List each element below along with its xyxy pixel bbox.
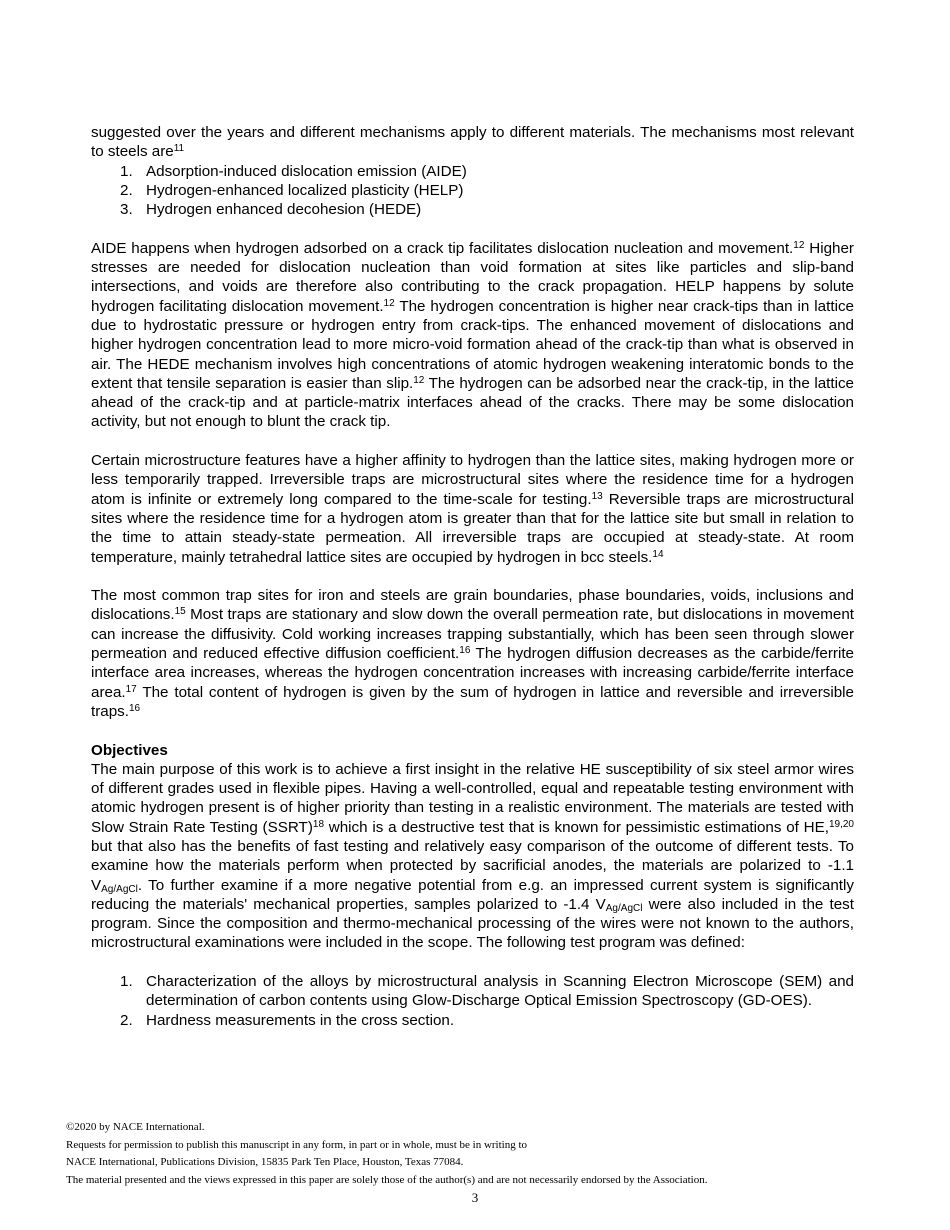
disclaimer-line: The material presented and the views expressed in this paper are solely those of the author(s) and are not necessarily endorsed by the Association. bbox=[66, 1173, 708, 1186]
objectives-paragraph: The main purpose of this work is to achieve a first insight in the relative HE susceptibility of six steel armor wires of different grades used in flexible pipes. Having a well-controlled, equal and repeatable testing environment with atomic hydrogen present is of higher priority than testing in a realistic environment. The materials are tested with Slow Strain Rate Testing (SSRT)$^{18}$ which is a destructive test that is known for pessimistic estimations of HE,$^{19,20}$ but that also has the benefits of fast testing and relatively easy comparison of the outcome of different tests. To examine how the materials perform when protected by sacrificial anodes, the materials are polarized to -1.1 $V_{Ag/AgCl}$. To further examine if a more negative potential from e.g. an impressed current system is significantly reducing the materials' mechanical properties, samples polarized to -1.4 $V_{Ag/AgCl}$ were also included in the test program. Since the composition and thermo-mechanical processing of the wires were not known to the authors, microstructural examinations were included in the scope. The following test program was defined: bbox=[91, 760, 854, 952]
list-item: 2. Hydrogen-enhanced localized plasticity (HELP) bbox=[120, 181, 464, 199]
section-heading: Objectives bbox=[91, 741, 168, 759]
reference-superscript: 19,20 bbox=[828, 818, 854, 830]
copyright-footer bbox=[66, 1119, 886, 1189]
reference-superscript: 12 bbox=[413, 374, 425, 386]
aide-paragraph: AIDE happens when hydrogen adsorbed on a crack tip facilitates dislocation nucleation and movement.$^{12}$ Higher stresses are needed for dislocation nucleation than void formation at sites like particles and slip-band intersections, and voids are therefore also contributing to the crack propagation. HELP happens by solute hydrogen facilitating dislocation movement.$^{12}$ The hydrogen concentration is higher near crack-tips than in lattice due to hydrostatic pressure or hydrogen entry from crack-tips. The enhanced movement of dislocations and higher hydrogen concentration lead to more micro-void formation ahead of the crack-tip than what is observed in air. The HEDE mechanism involves high concentrations of atomic hydrogen weakening interatomic bonds to the extent that tensile separation is easier than slip.$^{12}$ The hydrogen can be adsorbed near the crack-tip, in the lattice ahead of the crack-tip and at particle-matrix interfaces ahead of the cracks. There may be some dislocation activity, but not enough to blunt the crack tip. bbox=[91, 239, 854, 431]
list-item: 2. Hardness measurements in the cross section. bbox=[120, 1011, 455, 1029]
intro-paragraph: suggested over the years and different mechanisms apply to different materials. The mechanisms most relevant to steels are$^{11}$ bbox=[91, 124, 854, 161]
subscript: Ag/AgCl bbox=[101, 883, 138, 895]
reference-superscript: 13 bbox=[591, 490, 603, 502]
page-number: 3 bbox=[471, 1190, 479, 1205]
trap-sites-paragraph: The most common trap sites for iron and steels are grain boundaries, phase boundaries, voids, inclusions and dislocations.$^{15}$ Most traps are stationary and slow down the overall permeation rate, but dislocations in movement can increase the diffusivity. Cold working increases trapping substantially, which has been seen through slower permeation and reduced effective diffusion coefficient.$^{16}$ The hydrogen diffusion decreases as the carbide/ferrite interface area increases, whereas the hydrogen concentration increases with increasing carbide/ferrite interface area.$^{17}$ The total content of hydrogen is given by the sum of hydrogen in lattice and reversible and irreversible traps.$^{16}$ bbox=[91, 587, 854, 720]
reference-superscript: 12 bbox=[793, 239, 805, 251]
body-text bbox=[91, 123, 854, 1030]
reference-superscript: 17 bbox=[125, 683, 137, 695]
reference-superscript: 12 bbox=[383, 297, 395, 309]
test-program-list bbox=[91, 972, 854, 1030]
reference-superscript: 11 bbox=[173, 143, 185, 155]
list-item: 1. Characterization of the alloys by microstructural analysis in Scanning Electron Microscope (SEM) and determination of carbon contents using Glow-Discharge Optical Emission Spectroscopy (GD-OES). bbox=[120, 973, 854, 1010]
list-item: 1. Adsorption-induced dislocation emission (AIDE) bbox=[120, 162, 467, 180]
subscript: Ag/AgCl bbox=[605, 902, 643, 914]
mechanisms-list bbox=[91, 162, 854, 220]
copyright-line: ©2020 by NACE International. bbox=[66, 1121, 205, 1133]
traps-paragraph: Certain microstructure features have a higher affinity to hydrogen than the lattice sites, making hydrogen more or less temporarily trapped. Irreversible traps are microstructural sites where the residence time for a hydrogen atom is infinite or extremely long compared to the time-scale for testing.$^{13}$ Reversible traps are microstructural sites where the residence time for a hydrogen atom is greater than that for the lattice site but small in relation to the time to attain steady-state permeation. All irreversible traps are occupied at steady-state. At room temperature, mainly tetrahedral lattice sites are occupied by hydrogen in bcc steels.$^{14}$ bbox=[91, 452, 854, 566]
reference-superscript: 18 bbox=[312, 818, 325, 830]
reference-superscript: 16 bbox=[459, 645, 471, 657]
reference-superscript: 15 bbox=[174, 606, 186, 618]
reference-superscript: 16 bbox=[128, 702, 141, 714]
address-line: NACE International, Publications Division, 15835 Park Ten Place, Houston, Texas 77084. bbox=[66, 1156, 464, 1168]
permission-line: Requests for permission to publish this manuscript in any form, in part or in whole, must be in writing to bbox=[66, 1138, 528, 1151]
list-item: 3. Hydrogen enhanced decohesion (HEDE) bbox=[120, 201, 422, 219]
reference-superscript: 14 bbox=[652, 548, 664, 560]
